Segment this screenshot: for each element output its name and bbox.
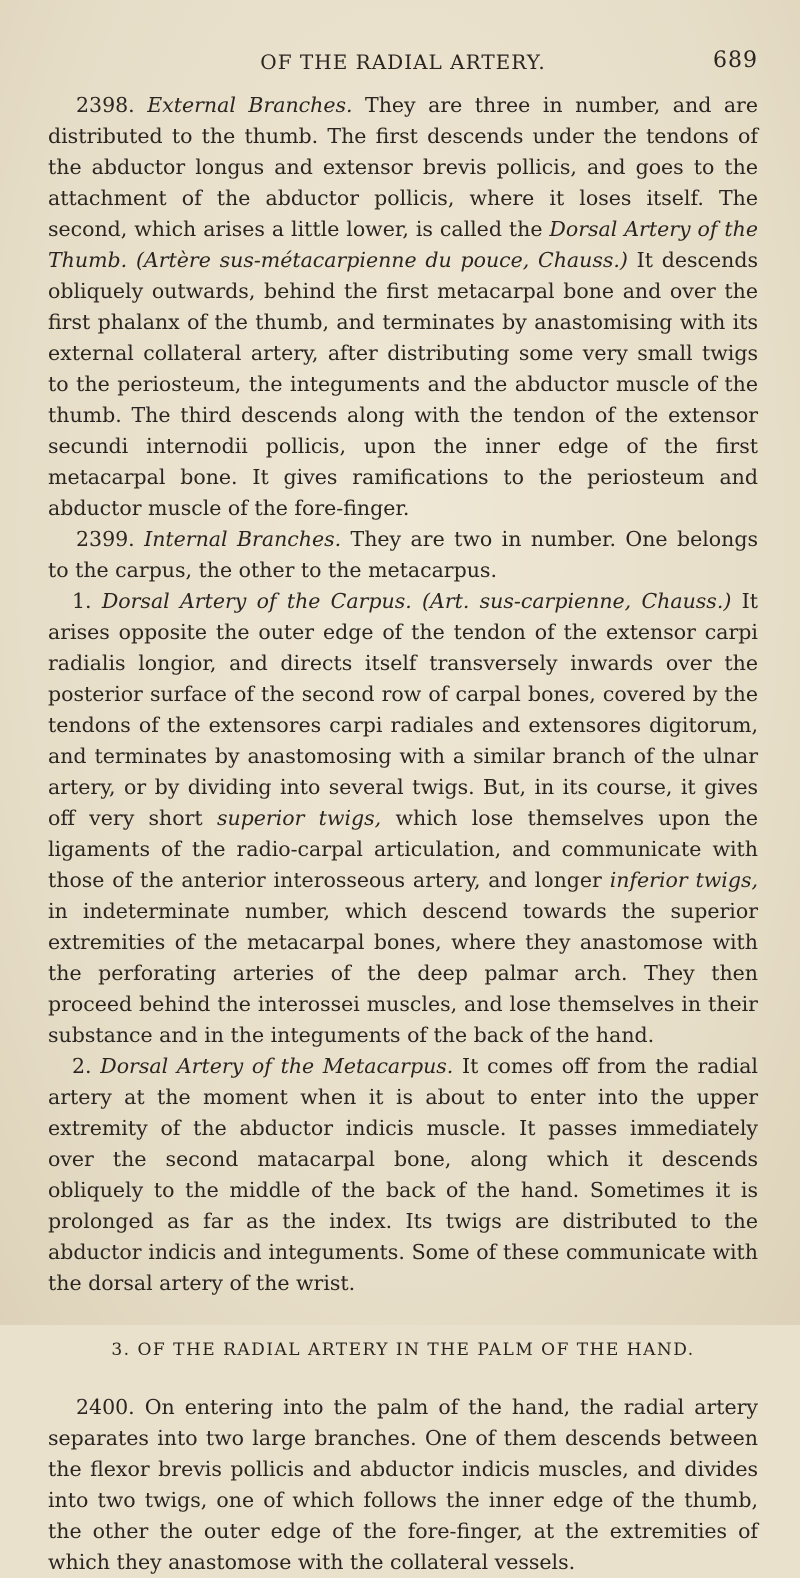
paragraph-dorsal-carpus xyxy=(48,586,758,1051)
artery-name: Dorsal Artery of the Thumb. xyxy=(48,217,758,272)
paragraph-text: They are three in number, and are distributed to the thumb. The first descends under the tendons of the abductor longus and extensor brevis pollicis, and goes to the attachment of the abductor pollicis, where it loses itself. The second, which arises a little lower, is called the xyxy=(48,93,758,241)
paragraph-text: It comes off from the radial artery at the moment when it is about to enter into the upper extremity of the abductor indicis muscle. It passes immediately over the second matacarpal bone, along which it descends obliquely to the middle of the back of the hand. Sometimes it is prolonged as far as the index. Its twigs are distributed to the abductor indicis and integuments. Some of these communicate with the dorsal artery of the wrist. xyxy=(48,1054,758,1295)
french-synonym: (Art. sus-carpienne, Chauss.) xyxy=(422,589,732,613)
paragraph-2400 xyxy=(48,1392,758,1578)
italic-term: superior twigs, xyxy=(216,806,382,830)
paragraph-text: On entering into the palm of the hand, the radial artery separates into two large branches. One of them descends between the flexor brevis pollicis and abductor indicis muscles, and divides into two twigs, one of which follows the inner edge of the thumb, the other the outer edge of the fore-finger, at the extremities of which they anastomose with the collateral vessels. xyxy=(48,1395,758,1574)
paragraph-heading: Internal Branches. xyxy=(144,527,342,551)
paragraph-2398 xyxy=(48,90,758,524)
paragraph-number: 2399. xyxy=(76,527,135,551)
paragraph-dorsal-metacarpus xyxy=(48,1051,758,1299)
italic-term: inferior twigs, xyxy=(609,868,758,892)
paragraph-2399 xyxy=(48,524,758,586)
paragraph-text-continued: which lose themselves upon the ligaments of the radio-carpal articulation, and communicate with those of the anterior interosseous artery, and longer xyxy=(48,806,758,892)
running-head xyxy=(48,42,758,72)
french-synonym: (Artère sus-métacarpienne du pouce, Chauss.) xyxy=(135,248,628,272)
running-title: OF THE RADIAL ARTERY. xyxy=(260,50,546,74)
paragraph-heading: Dorsal Artery of the Carpus. xyxy=(101,589,412,613)
paragraph-text-continued: in indeterminate number, which descend towards the superior extremities of the metacarpal bones, where they anastomose with the perforating arteries of the deep palmar arch. They then proceed behind the interossei muscles, and lose themselves in their substance and in the integuments of the back of the hand. xyxy=(48,899,758,1047)
paragraph-number: 2398. xyxy=(76,93,135,117)
page-body xyxy=(48,90,758,1578)
paragraph-number: 2. xyxy=(72,1054,92,1078)
paragraph-heading: External Branches. xyxy=(147,93,353,117)
paragraph-heading: Dorsal Artery of the Metacarpus. xyxy=(100,1054,454,1078)
paragraph-text-continued: It descends obliquely outwards, behind the first metacarpal bone and over the first phalanx of the thumb, and terminates by anastomising with its external collateral artery, after distributing some very small twigs to the periosteum, the integuments and the abductor muscle of the thumb. The third descends along with the tendon of the extensor secundi internodii pollicis, upon the inner edge of the first metacarpal bone. It gives ramifications to the periosteum and abductor muscle of the fore-finger. xyxy=(48,248,758,520)
page-number: 689 xyxy=(713,48,758,73)
paragraph-number: 2400. xyxy=(76,1395,135,1419)
paragraph-text: They are two in number. One belongs to the carpus, the other to the metacarpus. xyxy=(48,527,758,582)
section-heading: 3. OF THE RADIAL ARTERY IN THE PALM OF THE HAND. xyxy=(111,1340,695,1360)
paragraph-text: It arises opposite the outer edge of the tendon of the extensor carpi radialis longior, and directs itself transversely inwards over the posterior surface of the second row of carpal bones, covered by the tendons of the extensores carpi radiales and extensores digitorum, and terminates by anastomosing with a similar branch of the ulnar artery, or by dividing into several twigs. But, in its course, it gives off very short xyxy=(48,589,758,830)
paragraph-number: 1. xyxy=(72,589,92,613)
